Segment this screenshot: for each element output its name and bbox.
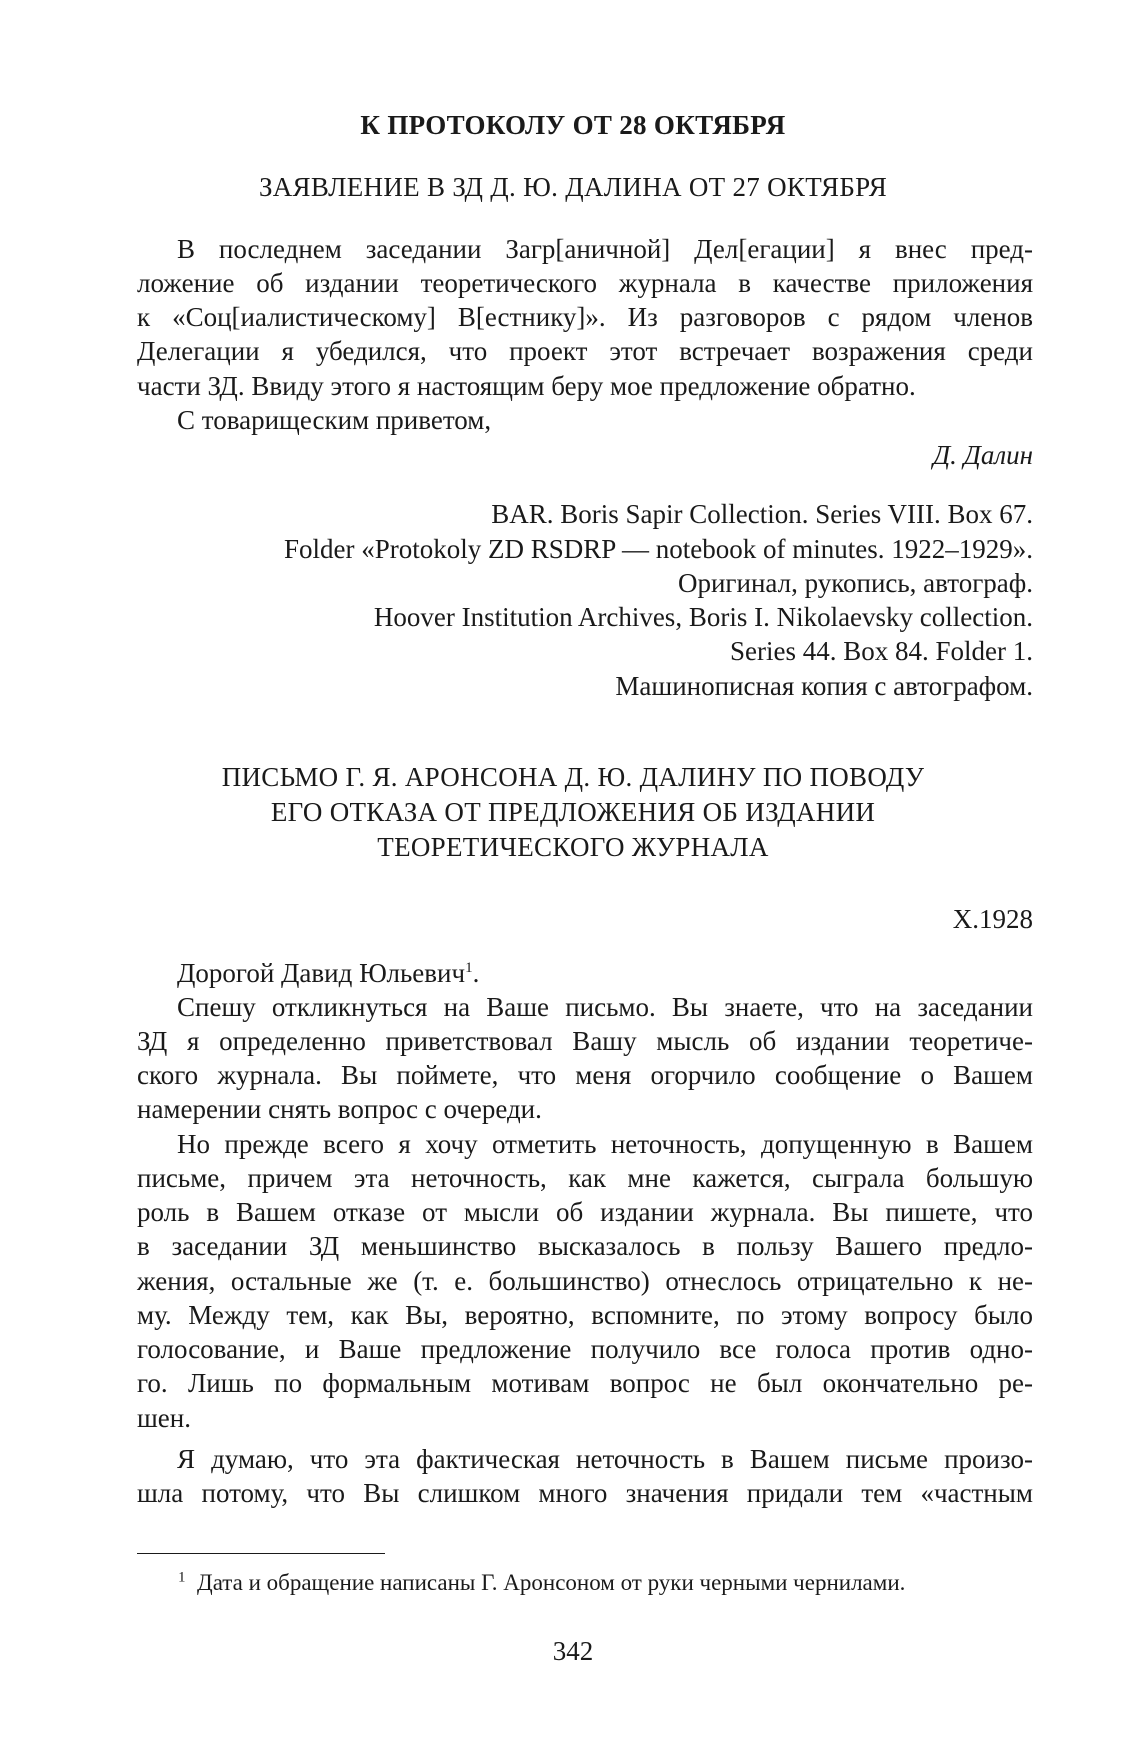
footnote xyxy=(178,1570,1038,1596)
footnote-text: Дата и обращение написаны Г. Аронсоном от руки черными чернилами. xyxy=(197,1570,906,1595)
page-number: 342 xyxy=(552,1636,594,1666)
p2-line-5: му. Между тем, как Вы, вероятно, вспомните, по этому вопросу было xyxy=(137,1300,1033,1330)
p2-line-6: голосование, и Ваше предложение получило все голоса против одно- xyxy=(137,1334,1033,1364)
s1-line-4: части ЗД. Ввиду этого я настоящим беру мое предложение обратно. xyxy=(137,371,916,401)
p1-line-0: Спешу откликнуться на Ваше письмо. Вы знаете, что на заседании xyxy=(177,992,1033,1022)
p2-line-3: в заседании ЗД меньшинство высказалось в пользу Вашего предло- xyxy=(137,1231,1033,1261)
s1-closing: С товарищеским приветом, xyxy=(177,405,492,435)
greeting-end: . xyxy=(472,958,480,988)
source-line-4: Series 44. Box 84. Folder 1. xyxy=(730,636,1033,666)
s1-line-2: к «Соц[иалистическому] В[естнику]». Из разговоров с рядом членов xyxy=(137,302,1033,332)
section1-subtitle: ЗАЯВЛЕНИЕ В ЗД Д. Ю. ДАЛИНА ОТ 27 ОКТЯБРЯ xyxy=(258,172,888,202)
p2-line-1: письме, причем эта неточность, как мне кажется, сыграла большую xyxy=(137,1163,1033,1193)
letter-greeting xyxy=(177,956,1033,990)
footnote-mark: 1 xyxy=(178,1569,186,1586)
section2-title-line-2: ТЕОРЕТИЧЕСКОГО ЖУРНАЛА xyxy=(377,832,769,862)
source-line-3: Hoover Institution Archives, Boris I. Nikolaevsky collection. xyxy=(373,602,1033,632)
p2-line-0: Но прежде всего я хочу отметить неточность, допущенную в Вашем xyxy=(177,1129,1033,1159)
s1-signature: Д. Далин xyxy=(932,440,1033,470)
footnote-ref: 1 xyxy=(465,960,473,976)
p2-line-7: го. Лишь по формальным мотивам вопрос не был окончательно ре- xyxy=(137,1368,1033,1398)
p1-line-2: ского журнала. Вы поймете, что меня огорчило сообщение о Вашем xyxy=(137,1060,1033,1090)
source-line-2: Оригинал, рукопись, автограф. xyxy=(677,568,1033,598)
s1-line-0: В последнем заседании Загр[аничной] Дел[егации] я внес пред- xyxy=(177,234,1033,264)
s1-line-3: Делегации я убедился, что проект этот встречает возражения среди xyxy=(137,336,1033,366)
footnote-rule xyxy=(137,1553,385,1554)
letter-date: X.1928 xyxy=(952,904,1033,934)
greeting-text: Дорогой Давид Юльевич xyxy=(177,958,466,988)
s1-line-1: ложение об издании теоретического журнала в качестве приложения xyxy=(137,268,1033,298)
p1-line-3: намерении снять вопрос с очереди. xyxy=(137,1094,542,1124)
p2-line-4: жения, остальные же (т. е. большинство) отнеслось отрицательно к не- xyxy=(137,1266,1033,1296)
p3-line-0: Я думаю, что эта фактическая неточность в Вашем письме произо- xyxy=(177,1444,1033,1474)
section1-title: К ПРОТОКОЛУ ОТ 28 ОКТЯБРЯ xyxy=(360,110,786,140)
source-line-5: Машинописная копия с автографом. xyxy=(615,671,1033,701)
source-line-1: Folder «Protokoly ZD RSDRP — notebook of minutes. 1922–1929». xyxy=(283,534,1033,564)
p1-line-1: ЗД я определенно приветствовал Вашу мысль об издании теоретиче- xyxy=(137,1026,1033,1056)
source-line-0: BAR. Boris Sapir Collection. Series VIII. Box 67. xyxy=(491,499,1033,529)
p2-line-2: роль в Вашем отказе от мысли об издании журнала. Вы пишете, что xyxy=(137,1197,1033,1227)
p3-line-1: шла потому, что Вы слишком много значения придали тем «частным xyxy=(137,1478,1033,1508)
p2-line-8: шен. xyxy=(137,1403,191,1433)
section2-title-line-1: ЕГО ОТКАЗА ОТ ПРЕДЛОЖЕНИЯ ОБ ИЗДАНИИ xyxy=(270,797,876,827)
section2-title-line-0: ПИСЬМО Г. Я. АРОНСОНА Д. Ю. ДАЛИНУ ПО ПОВОДУ xyxy=(221,762,925,792)
